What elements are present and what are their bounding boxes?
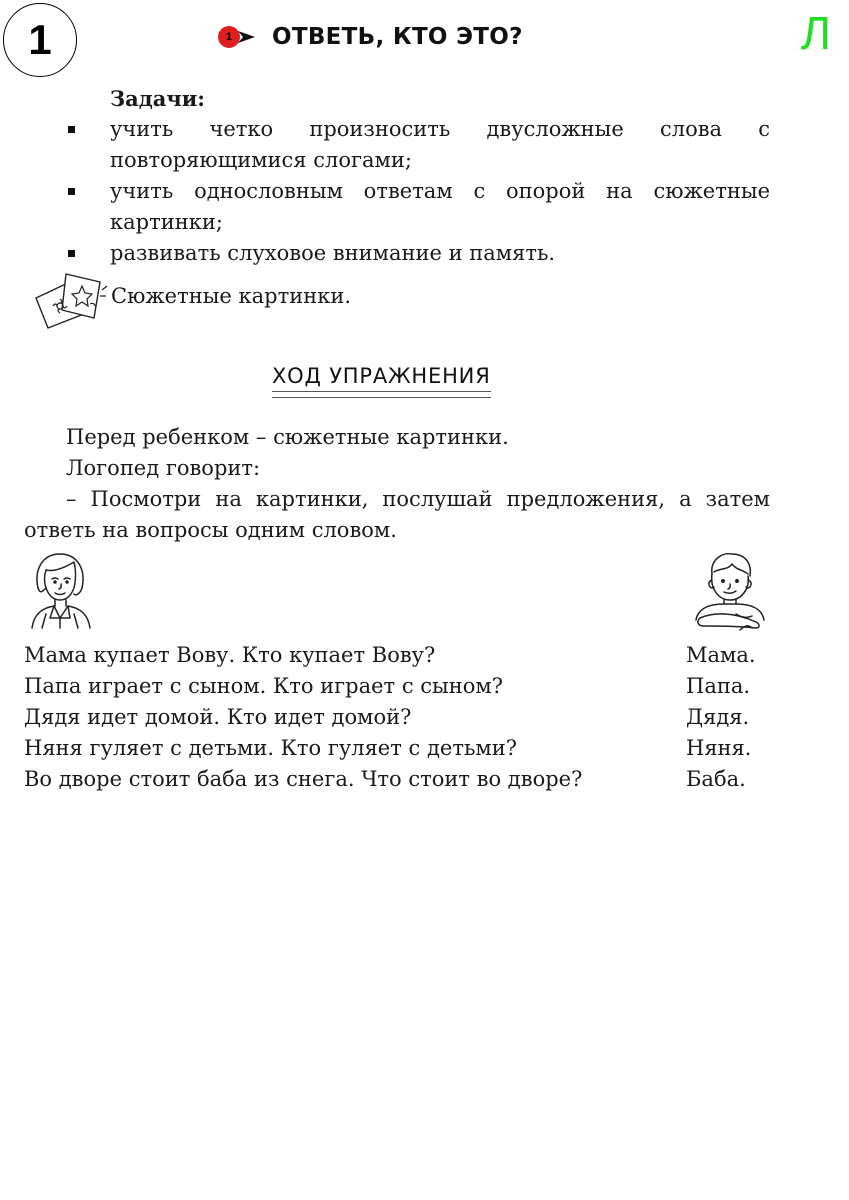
- dialogue-list: [24, 640, 784, 795]
- dialogue-row: [24, 640, 784, 671]
- bullet: [68, 250, 75, 257]
- task-item: учить четко произносить двусложные слова с повторяющимися слогами;: [66, 114, 770, 176]
- question: Мама купает Вову. Кто купает Вову?: [24, 643, 436, 667]
- bullet: [68, 126, 75, 133]
- question: Няня гуляет с детьми. Кто гуляет с детьми?: [24, 736, 517, 760]
- dialogue-row: [24, 702, 784, 733]
- tasks-list: [66, 114, 770, 269]
- tasks-heading: Задачи:: [110, 86, 206, 111]
- task-item: развивать слуховое внимание и память.: [66, 238, 770, 269]
- task-item: учить однословным ответам с опорой на сюжетные картинки;: [66, 176, 770, 238]
- exercise-header: [218, 24, 523, 50]
- procedure-paragraph: Логопед говорит:: [66, 456, 261, 480]
- exercise-number-badge: 1: [218, 26, 240, 48]
- picture-cards-icon: [28, 268, 108, 334]
- corner-letter: Л: [800, 7, 831, 59]
- answer: Дядя.: [686, 705, 750, 729]
- answer: Баба.: [686, 767, 746, 791]
- exercise-title: ОТВЕТЬ, КТО ЭТО?: [272, 24, 523, 50]
- question: Папа играет с сыном. Кто играет с сыном?: [24, 674, 503, 698]
- procedure-heading: [272, 364, 491, 398]
- question: Во дворе стоит баба из снега. Что стоит во дворе?: [24, 767, 583, 791]
- page-number: 1: [3, 3, 77, 77]
- bullet: [68, 188, 75, 195]
- answer: Папа.: [686, 674, 751, 698]
- dialogue-row: [24, 671, 784, 702]
- woman-teacher-icon: [24, 548, 96, 630]
- boy-icon: [690, 548, 770, 632]
- answer: Мама.: [686, 643, 756, 667]
- dialogue-row: [24, 733, 784, 764]
- question: Дядя идет домой. Кто идет домой?: [24, 705, 412, 729]
- procedure-paragraph: Перед ребенком – сюжетные картинки.: [66, 425, 509, 449]
- materials-text: Сюжетные картинки.: [111, 284, 352, 308]
- procedure-heading-text: ХОД УПРАЖНЕНИЯ: [272, 364, 491, 388]
- heading-underline: [272, 391, 491, 398]
- procedure-paragraph: – Посмотри на картинки, послушай предложения, а затем ответь на вопросы одним словом.: [24, 487, 770, 542]
- dialogue-row: [24, 764, 784, 795]
- answer: Няня.: [686, 736, 752, 760]
- arrow-right-icon: [238, 30, 256, 44]
